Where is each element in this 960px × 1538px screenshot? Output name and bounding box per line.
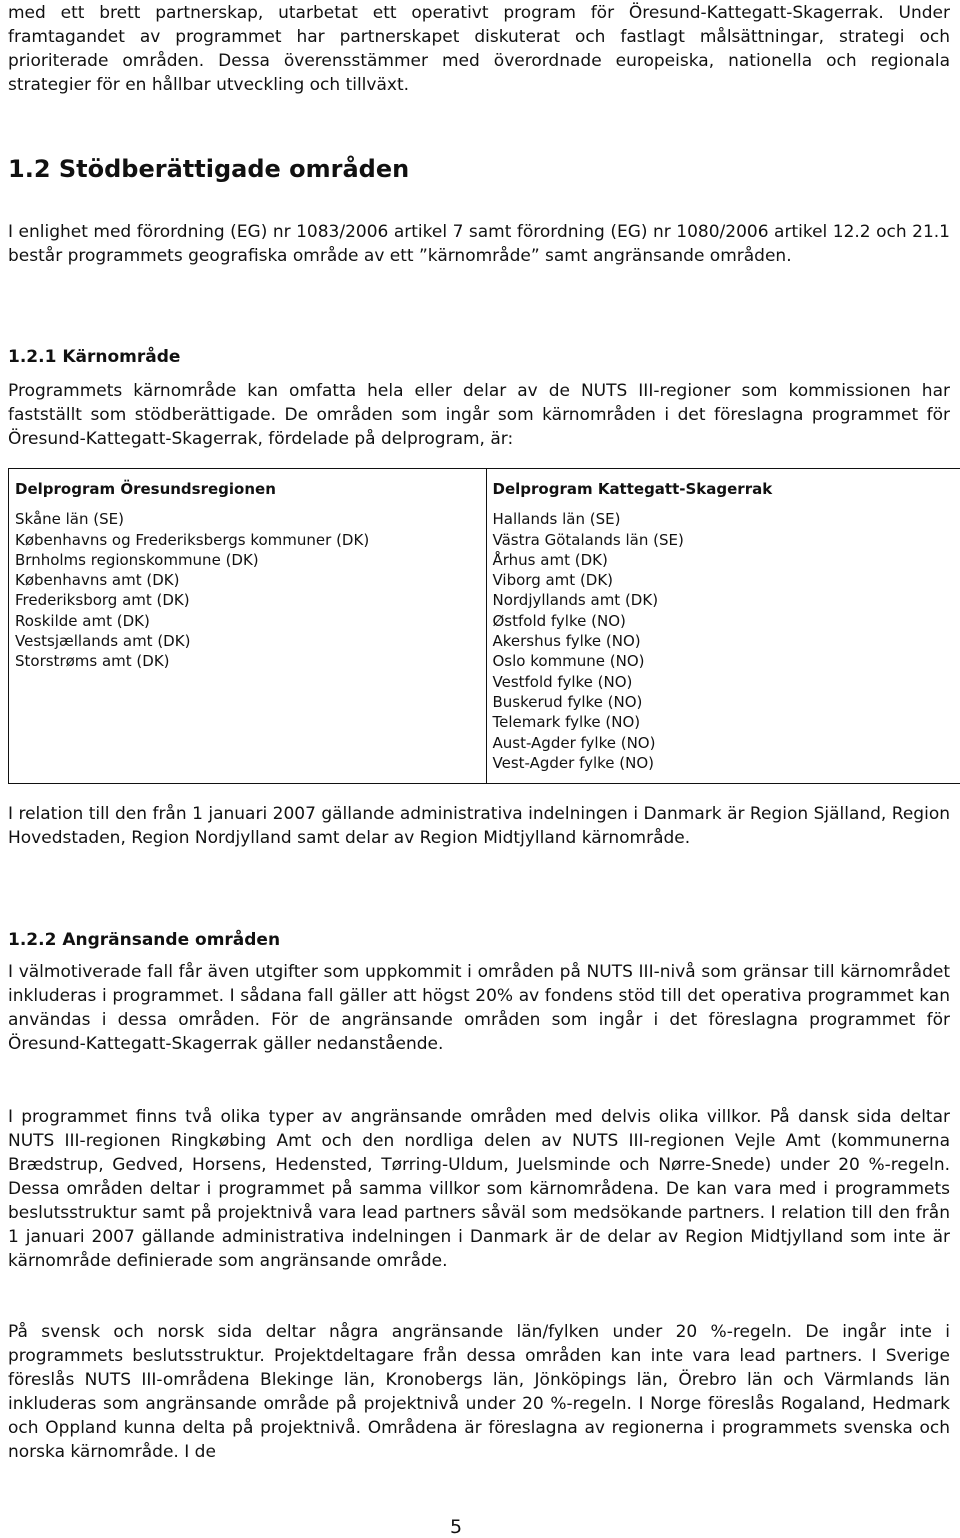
- region-column-oresund: [9, 469, 487, 784]
- region-column-kattegatt: [486, 469, 960, 784]
- region-item: Storstrøms amt (DK): [15, 652, 170, 671]
- region-item: Akershus fylke (NO): [492, 632, 641, 651]
- section-1-2-1-paragraph: Programmets kärnområde kan omfatta hela eller delar av de NUTS III-regioner som kommissionen har fastställt som stödberättigade. De områden som ingår som kärnområden i det föreslagna programmet för Öresund-Kattegatt-Skagerrak, fördelade på delprogram, är:: [8, 381, 950, 449]
- regions-table: [8, 468, 960, 784]
- page-number: 5: [450, 1516, 463, 1538]
- region-item: Brnholms regionskommune (DK): [15, 550, 259, 569]
- section-heading-1-2-2: 1.2.2 Angränsande områden: [8, 930, 281, 950]
- region-item: Skåne län (SE): [15, 510, 124, 529]
- region-item: Aust-Agder fylke (NO): [492, 733, 656, 752]
- region-item: Västra Götalands län (SE): [492, 530, 684, 549]
- section-heading-1-2-1: 1.2.1 Kärnområde: [8, 347, 181, 367]
- section-1-2-2-paragraph-1: I välmotiverade fall får även utgifter som uppkommit i områden på NUTS III-nivå som gränsar till kärnområdet inkluderas i programmet. I sådana fall gäller att högst 20% av fondens stöd till det operativa programmet kan användas i dessa områden. För de angränsande områden som ingår i det föreslagna programmet för Öresund-Kattegatt-Skagerrak gäller nedanstående.: [8, 962, 950, 1054]
- after-table-paragraph: I relation till den från 1 januari 2007 gällande administrativa indelningen i Danmark är Region Själland, Region Hovedstaden, Region Nordjylland samt delar av Region Midtjylland kärnområde.: [8, 804, 950, 848]
- region-item: Oslo kommune (NO): [492, 652, 645, 671]
- section-1-2-2-paragraph-3: På svensk och norsk sida deltar några angränsande län/fylken under 20 %-regeln. De ingår inte i programmets beslutsstruktur. Projektdeltagare från dessa områden kan inte vara lead partners. I Sverige föreslås NUTS III-områdena Blekinge län, Kronobergs län, Jönköpings län, Örebro län och Värmlands län inkluderas som angränsande område på projektnivå under 20 %-regeln. I Norge föreslås Rogaland, Hedmark och Oppland kunna delta på projektnivå. Områdena är föreslagna av regionerna i programmets svenska och norska kärnområde. I de: [8, 1322, 950, 1462]
- region-item: Århus amt (DK): [492, 550, 608, 569]
- region-item: Roskilde amt (DK): [15, 611, 150, 630]
- region-item: Frederiksborg amt (DK): [15, 591, 190, 610]
- region-item: Telemark fylke (NO): [492, 713, 641, 732]
- section-heading-1-2: 1.2 Stödberättigade områden: [8, 155, 410, 183]
- region-item: Hallands län (SE): [492, 510, 621, 529]
- region-item: Viborg amt (DK): [492, 571, 614, 590]
- region-item: Københavns amt (DK): [15, 571, 180, 590]
- intro-paragraph: med ett brett partnerskap, utarbetat ett operativt program för Öresund-Kattegatt-Skagerrak. Under framtagandet av programmet har partnerskapet diskuterat och fastlagt målsättningar, strategi och prioriterade områden. Dessa överensstämmer med överordnade europeiska, nationella och regionala strategier för en hållbar utveckling och tillväxt.: [8, 3, 950, 95]
- section-1-2-2-paragraph-2: I programmet finns två olika typer av angränsande områden med delvis olika villkor. På dansk sida deltar NUTS III-regionen Ringkøbing Amt och den nordliga delen av NUTS III-regionen Vejle Amt (kommunerna Brædstrup, Gedved, Horsens, Hedensted, Tørring-Uldum, Juelsminde och Nørre-Snede) under 20 %-regeln. Dessa områden deltar i programmet på samma villkor som kärnområdena. De kan vara med i programmets beslutsstruktur samt på projektnivå vara lead partners såväl som medsökande partners. I relation till den från 1 januari 2007 gällande administrativa indelningen i Danmark är de delar av Region Midtjylland som inte är kärnområde definierade som angränsande område.: [8, 1107, 950, 1271]
- region-item: Vest-Agder fylke (NO): [492, 753, 655, 772]
- region-item: Østfold fylke (NO): [492, 611, 626, 630]
- column-header-kattegatt: Delprogram Kattegatt-Skagerrak: [492, 480, 773, 498]
- region-item: Vestsjællands amt (DK): [15, 632, 191, 651]
- region-item: Nordjyllands amt (DK): [492, 591, 659, 610]
- region-item: Vestfold fylke (NO): [492, 672, 633, 691]
- section-1-2-paragraph: I enlighet med förordning (EG) nr 1083/2006 artikel 7 samt förordning (EG) nr 1080/2006 artikel 12.2 och 21.1 består programmets geografiska område av ett ”kärnområde” samt angränsande områden.: [8, 222, 950, 266]
- column-header-oresund: Delprogram Öresundsregionen: [15, 480, 276, 498]
- region-item: Buskerud fylke (NO): [492, 692, 643, 711]
- region-item: Københavns og Frederiksbergs kommuner (DK): [15, 530, 370, 549]
